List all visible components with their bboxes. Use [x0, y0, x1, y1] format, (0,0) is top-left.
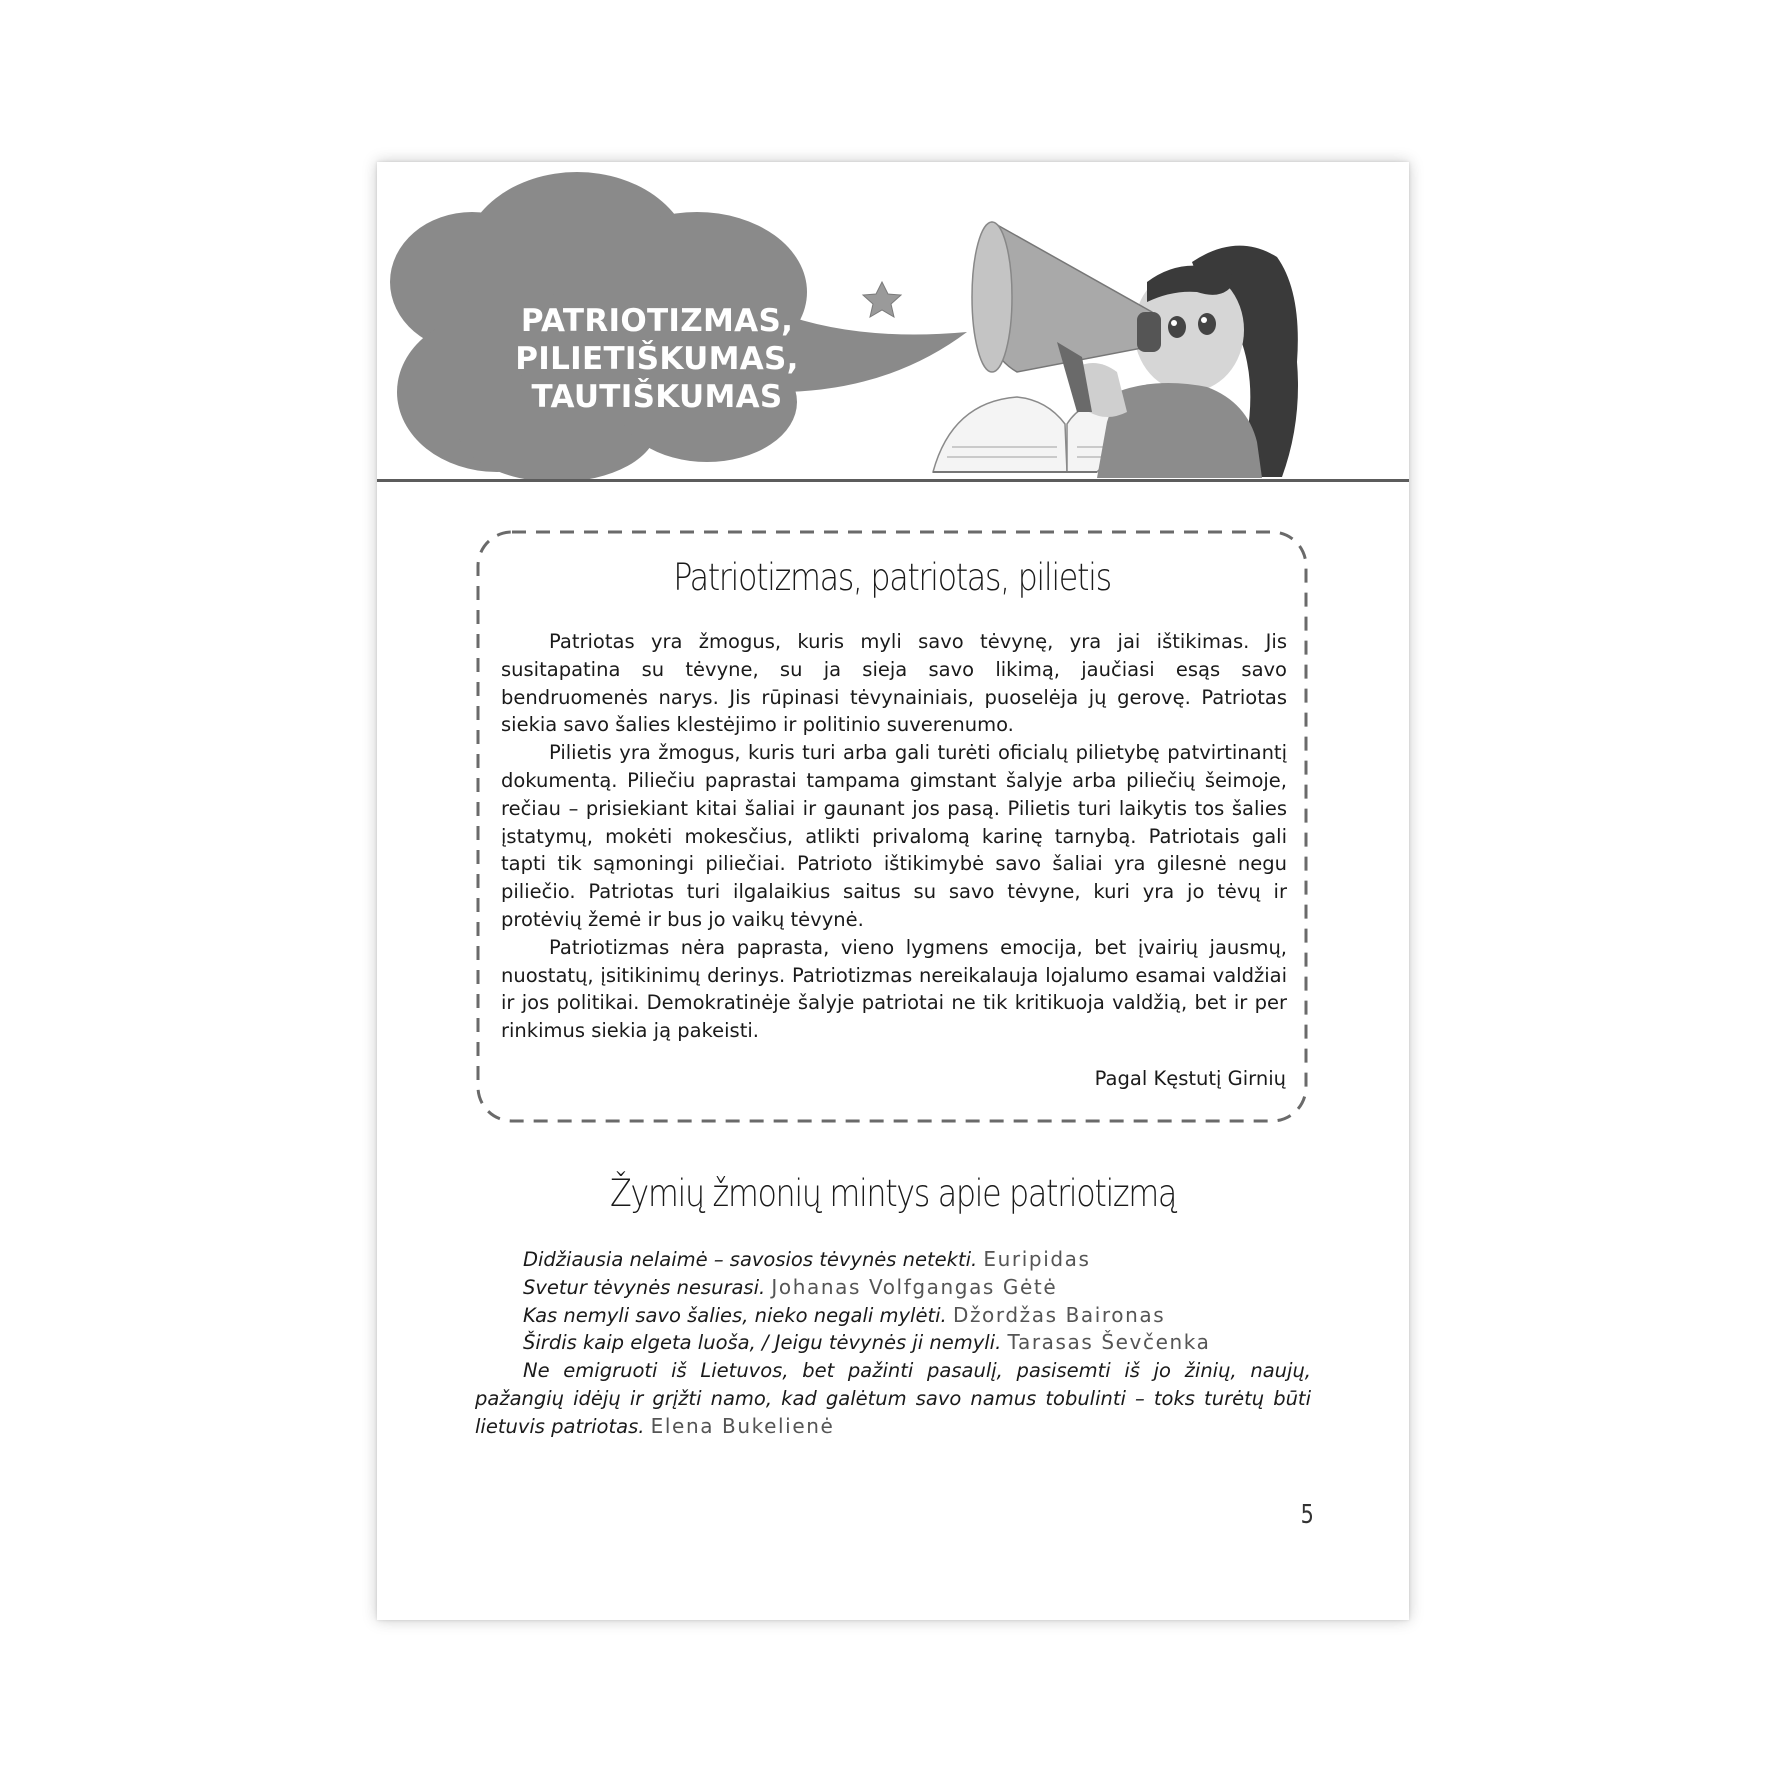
article-paragraph: Patriotizmas nėra paprasta, vieno lygmens emocija, bet įvairių jausmų, nuostatų, įsitikinimų derinys. Patriotizmas nereikalauja lojalumo esamai valdžiai ir jos politikai. Demokratinėje šalyje patriotai ne tik kritikuoja valdžią, bet ir per rinkimus siekia ją pakeisti.	[501, 935, 1287, 1043]
quote-item	[475, 1357, 1311, 1440]
star-icon	[863, 282, 901, 317]
header-title-line-3: TAUTIŠKUMAS	[531, 379, 783, 415]
header-title	[507, 302, 807, 416]
quote-author: Euripidas	[983, 1247, 1091, 1271]
quote-text: Svetur tėvynės nesurasi.	[523, 1275, 766, 1299]
quote-author: Elena Bukelienė	[650, 1413, 835, 1438]
quotes-list	[475, 1246, 1311, 1441]
page-number: 5	[1300, 1500, 1314, 1530]
header-title-line-2: PILIETIŠKUMAS,	[515, 341, 799, 377]
quote-author: Džordžas Baironas	[952, 1302, 1166, 1327]
quote-item	[475, 1302, 1311, 1330]
quote-item	[475, 1329, 1311, 1357]
book-page	[377, 162, 1409, 1620]
article-paragraph: Pilietis yra žmogus, kuris turi arba gali turėti oficialų pilietybę patvirtinantį dokumentą. Piliečiu paprastai tampama gimstant šalyje arba piliečių šeimoje, rečiau – prisiekiant kitai šaliai ir gaunant jos pasą. Pilietis turi laikytis tos šalies įstatymų, mokėti mokesčius, atlikti privalomą karinę tarnybą. Patriotais gali tapti tik sąmoningi piliečiai. Patrioto ištikimybė savo šaliai yra gilesnė negu piliečio. Patriotas turi ilgalaikius saitus su savo tėvyne, kuri yra jo tėvų ir protėvių žemė ir bus jo vaikų tėvynė.	[501, 741, 1287, 931]
article-box	[476, 530, 1308, 1123]
quote-author: Tarasas Ševčenka	[1007, 1330, 1211, 1355]
quote-text: Širdis kaip elgeta luoša, / Jeigu tėvynės ji nemyli.	[523, 1331, 1002, 1355]
article-title: Patriotizmas, patriotas, pilietis	[673, 556, 1111, 599]
quote-item	[475, 1274, 1311, 1302]
quote-text: Kas nemyli savo šalies, nieko negali mylėti.	[523, 1303, 947, 1327]
article-paragraph: Patriotas yra žmogus, kuris myli savo tėvynę, yra jai ištikimas. Jis susitapatina su tėvyne, su ja sieja savo likimą, jaučiasi esąs savo bendruomenės narys. Jis rūpinasi tėvynainiais, puoselėja jų gerovę. Patriotas siekia savo šalies klestėjimo ir politinio suverenumo.	[501, 630, 1287, 737]
header-title-line-1: PATRIOTIZMAS,	[520, 303, 794, 339]
quotes-title: Žymių žmonių mintys apie patriotizmą	[610, 1172, 1176, 1215]
article-source: Pagal Kęstutį Girnių	[1094, 1067, 1286, 1090]
quote-text: Didžiausia nelaimė – savosios tėvynės netekti.	[523, 1248, 978, 1271]
quote-text: Ne emigruoti iš Lietuvos, bet pažinti pasaulį, pasisemti iš jo žinių, naujų, pažangių idėjų ir grįžti namo, kad galėtum savo namus tobulinti – toks turėtų būti lietuvis patriotas.	[475, 1359, 1311, 1438]
article-body	[501, 628, 1287, 1045]
megaphone-icon	[972, 222, 1161, 412]
quote-author: Johanas Volfgangas Gėtė	[771, 1274, 1058, 1299]
quote-item	[475, 1246, 1311, 1274]
header-divider	[377, 479, 1409, 482]
